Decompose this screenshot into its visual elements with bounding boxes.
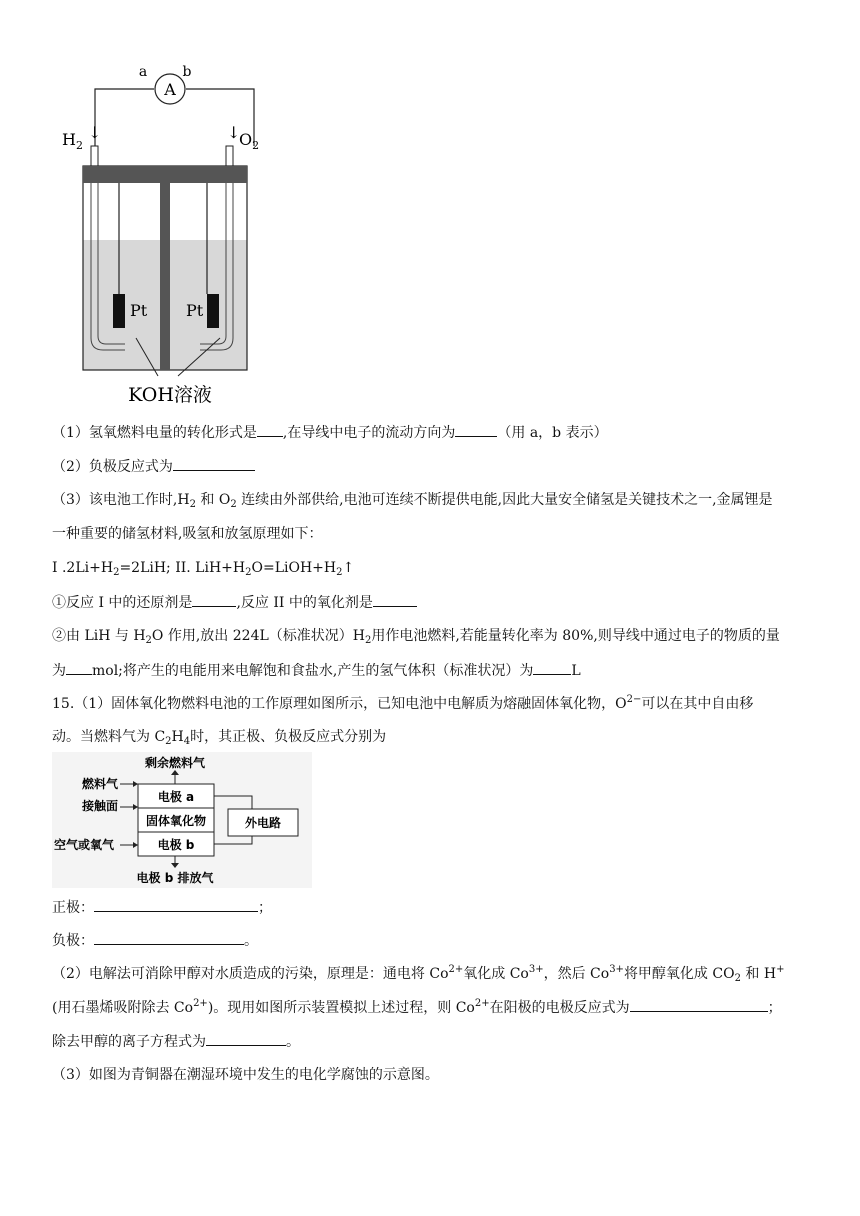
q1-sub1: ①反应 I 中的还原剂是 ,反应 II 中的氧化剂是 — [52, 592, 417, 613]
q15-part2-line2: (用石墨烯吸附除去 $Co^{2+}$)。现用如图所示装置模拟上述过程，则 $Co^{2+}$在阳极的电极反应式为 ； — [52, 998, 782, 1016]
answer-blank[interactable] — [630, 997, 768, 1012]
external-circuit-label: 外电路 — [244, 816, 282, 830]
q15-intro-line2: 动。当燃料气为 $C_2H_4$时，其正极、负极反应式分别为 — [52, 729, 387, 747]
lid — [83, 166, 247, 183]
answer-blank[interactable] — [206, 1031, 286, 1046]
q1-part2: （2）负极反应式为 — [52, 456, 255, 477]
answer-blank[interactable] — [533, 660, 571, 675]
residual-fuel-label: 剩余燃料气 — [144, 756, 206, 770]
positive-electrode-line: 正极： ； — [52, 897, 272, 918]
svg-text:↓: ↓ — [88, 123, 102, 142]
separator — [160, 183, 170, 370]
terminal-b-label: b — [182, 64, 192, 80]
svg-text:↓: ↓ — [227, 123, 241, 142]
answer-blank[interactable] — [455, 422, 497, 437]
pt-electrode-left — [113, 294, 125, 328]
terminal-a-label: a — [138, 64, 148, 80]
pt-label-left: Pt — [130, 301, 148, 320]
answer-blank[interactable] — [192, 592, 236, 607]
pt-electrode-right — [207, 294, 219, 328]
solid-oxide-cell-diagram — [52, 752, 312, 888]
q15-part2-line3: 除去甲醇的离子方程式为 。 — [52, 1031, 300, 1052]
ammeter-label: A — [164, 80, 176, 99]
solid-oxide-label: 固体氧化物 — [145, 814, 207, 828]
fuel-cell-diagram — [50, 58, 270, 408]
answer-blank[interactable] — [173, 456, 255, 471]
electrode-b-label: 电极 b — [157, 838, 195, 852]
q15-part3: （3）如图为青铜器在潮湿环境中发生的电化学腐蚀的示意图。 — [52, 1067, 439, 1083]
h2-label: $H_2$ — [62, 130, 83, 152]
q15-part2: （2）电解法可消除甲醇对水质造成的污染，原理是：通电将 $Co^{2+}$氧化成 $Co^{3+}$，然后 $Co^{3+}$将甲醇氧化成 $CO_2$ 和 H+ — [52, 964, 785, 984]
answer-blank[interactable] — [373, 592, 417, 607]
q1-sub2: ②由 LiH 与 $H_2O$ 作用,放出 224L（标准状况）$H_2$用作电池燃料,若能量转化率为 80%,则导线中通过电子的物质的量 — [52, 628, 780, 646]
negative-electrode-line: 负极： 。 — [52, 930, 258, 951]
electrode-a-label: 电极 a — [157, 790, 195, 804]
q1-part3-line2: 一种重要的储氢材料,吸氢和放氢原理如下： — [52, 526, 323, 542]
answer-blank[interactable] — [257, 422, 283, 437]
q1-reactions: I $.2Li+H_2=2LiH$; II. $LiH+H_2O=LiOH+H_2↑$ — [52, 560, 355, 578]
koh-solution-label: KOH溶液 — [128, 384, 212, 406]
q1-part3: （3）该电池工作时$,H_2$ 和 $O_2$ 连续由外部供给,电池可连续不断提供电能,因此大量安全储氢是关键技术之一,金属锂是 — [52, 492, 773, 510]
pt-label-right: Pt — [186, 301, 204, 320]
air-oxygen-label: 空气或氧气 — [54, 838, 115, 852]
q1-sub2-line2: 为 mol;将产生的电能用来电解饱和食盐水,产生的氢气体积（标准状况）为 L — [52, 660, 581, 681]
o2-label: $O_2$ — [239, 130, 260, 152]
answer-blank[interactable] — [94, 930, 244, 945]
interface-label: 接触面 — [82, 799, 119, 813]
q1-part1: （1）氢氧燃料电量的转化形式是 ,在导线中电子的流动方向为 （用 a，b 表示） — [52, 422, 608, 443]
fuel-gas-label: 燃料气 — [82, 777, 119, 791]
answer-blank[interactable] — [66, 660, 92, 675]
external-wire — [95, 89, 154, 146]
exhaust-label: 电极 b 排放气 — [136, 871, 214, 885]
answer-blank[interactable] — [94, 897, 258, 912]
q15-intro: 15.（1）固体氧化物燃料电池的工作原理如图所示，已知电池中电解质为熔融固体氧化物，$O^{2-}$可以在其中自由移 — [52, 694, 754, 712]
